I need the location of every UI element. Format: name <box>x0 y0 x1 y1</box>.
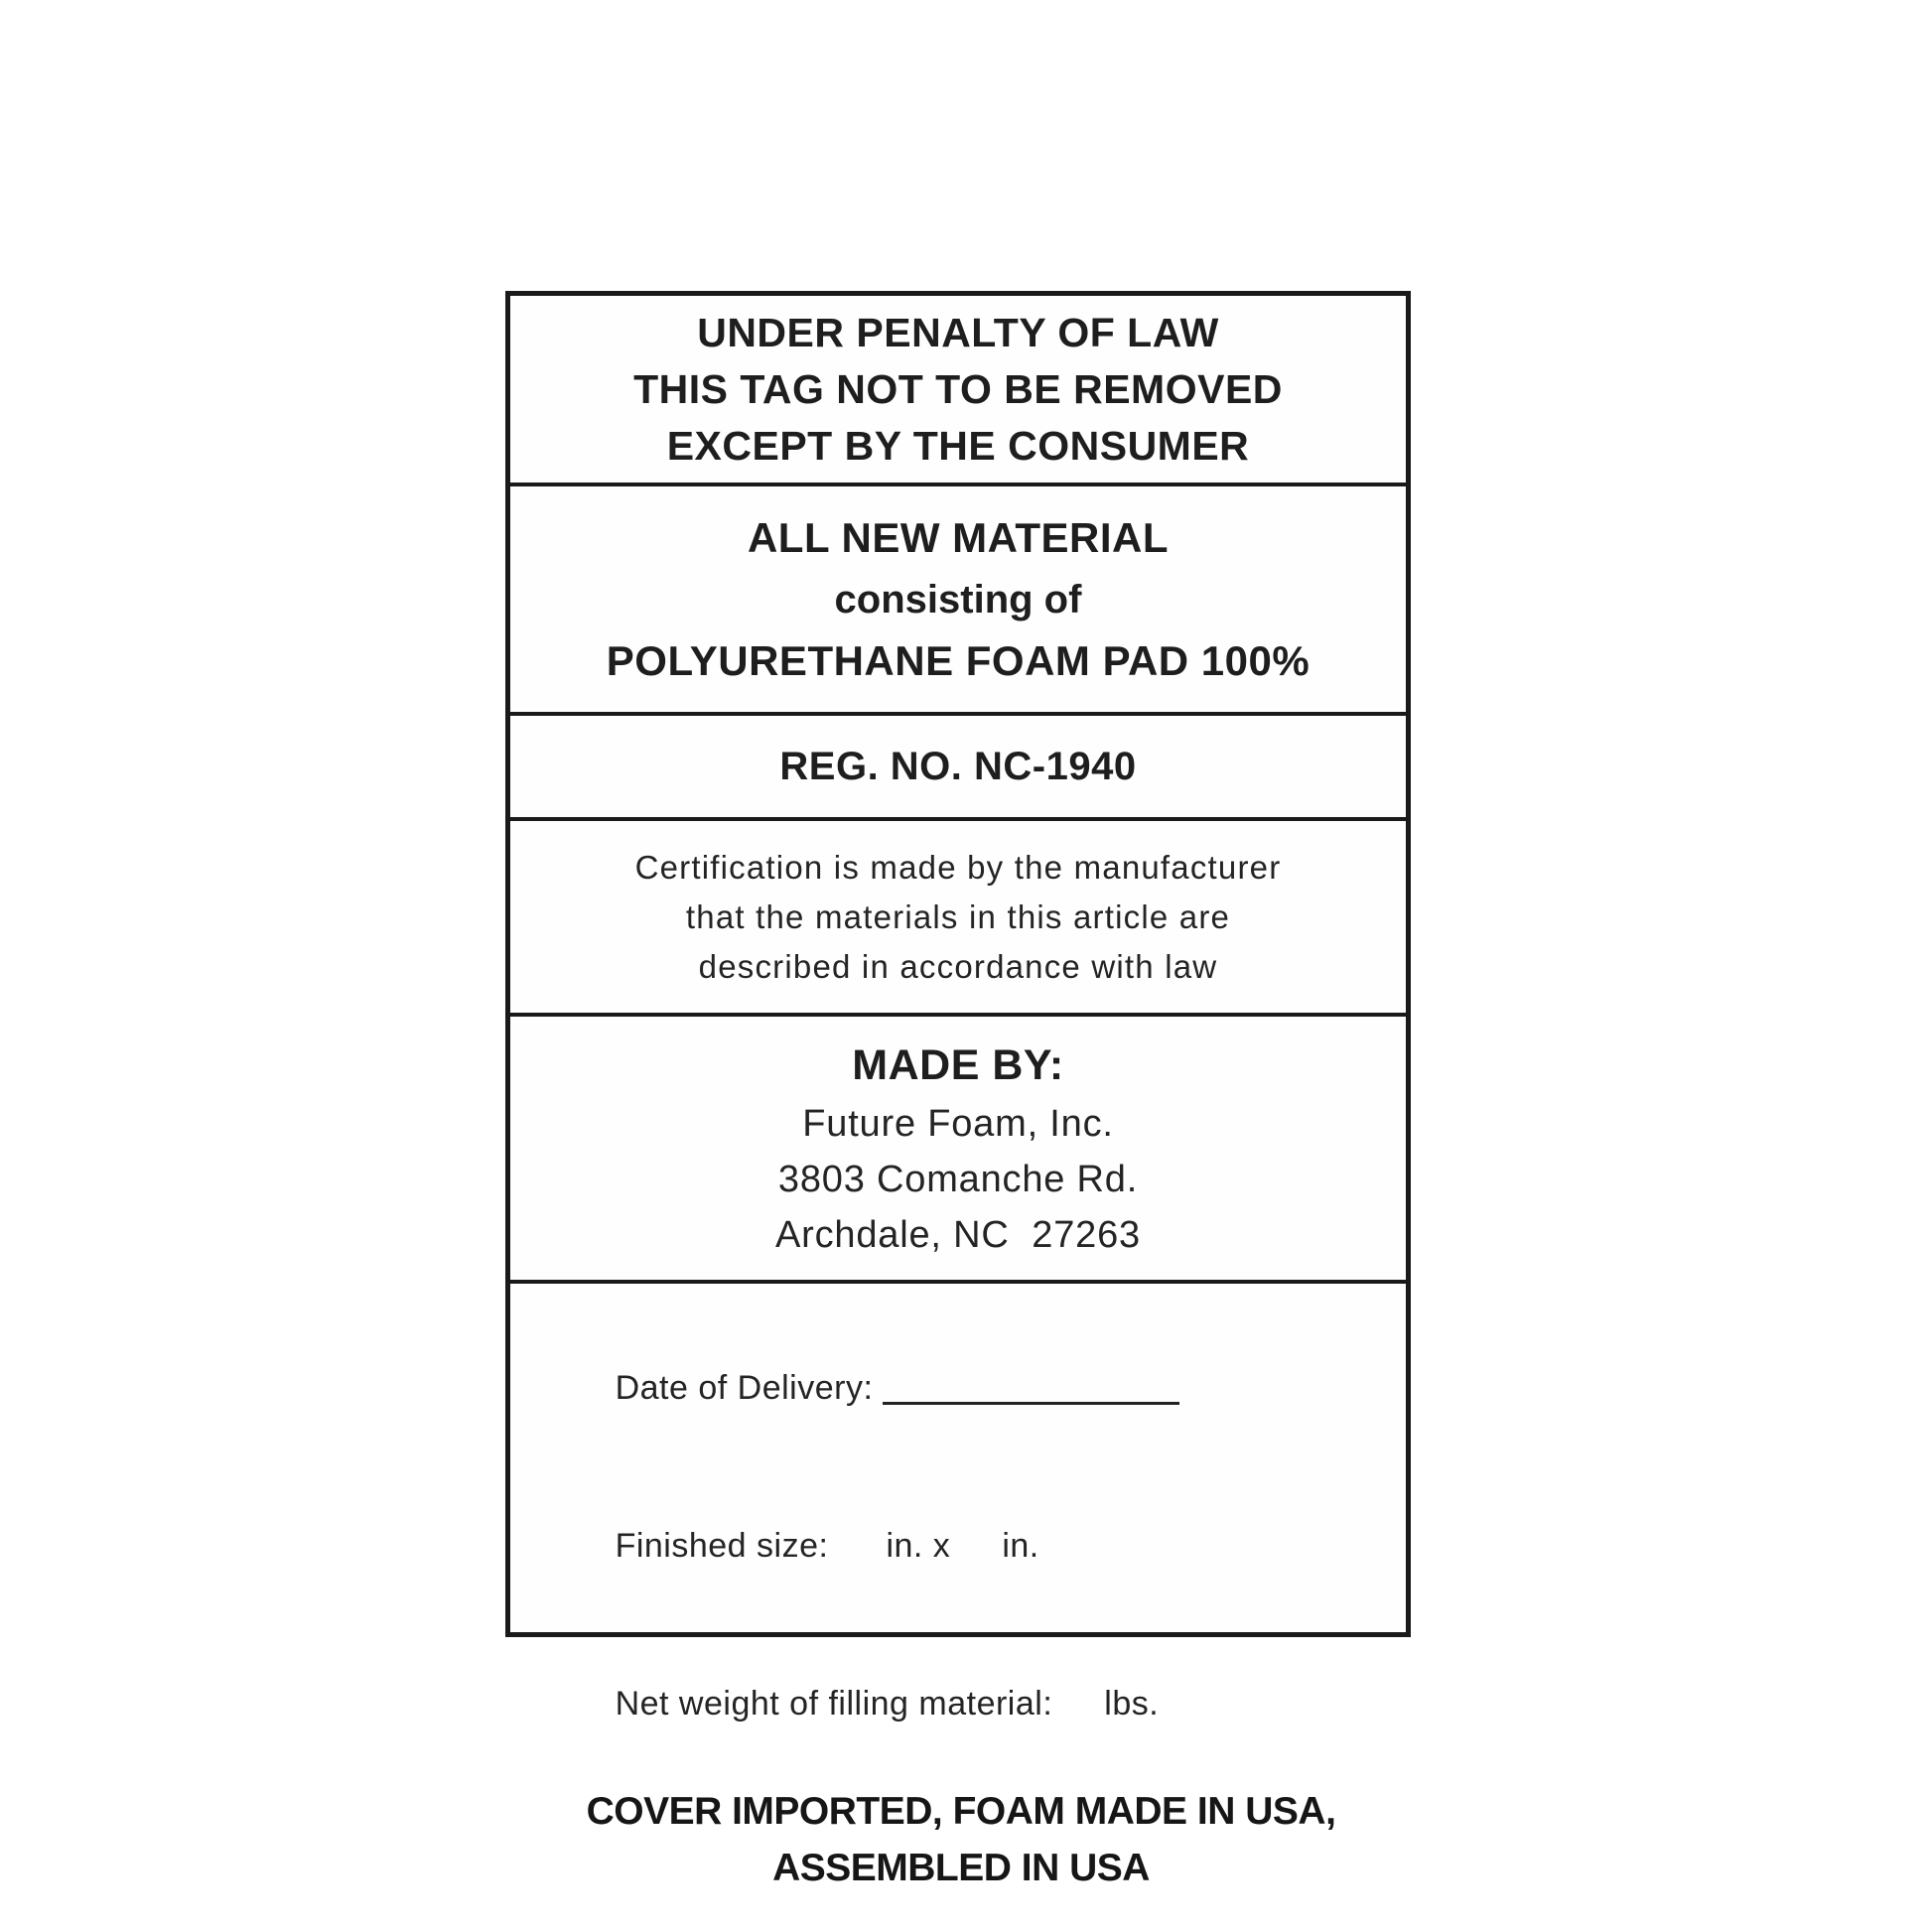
finished-size-label: Finished size: <box>615 1527 829 1565</box>
details-section <box>510 1284 1406 1914</box>
finished-size-unit: in. <box>1002 1527 1039 1565</box>
origin-statement-line: COVER IMPORTED, FOAM MADE IN USA, <box>586 1790 1336 1833</box>
material-line: consisting of <box>834 577 1082 621</box>
penalty-section <box>510 296 1406 486</box>
origin-statement <box>536 1783 1386 1904</box>
finished-size-row <box>536 1467 1386 1625</box>
material-section <box>510 486 1406 716</box>
law-label <box>505 291 1411 1889</box>
date-of-delivery-label: Date of Delivery: <box>615 1369 874 1407</box>
date-of-delivery-row <box>536 1310 1386 1467</box>
manufacturer-street: 3803 Comanche Rd. <box>777 1158 1139 1200</box>
certification-line: described in accordance with law <box>698 947 1218 985</box>
material-line: POLYURETHANE FOAM PAD 100% <box>606 636 1311 684</box>
penalty-line: UNDER PENALTY OF LAW <box>697 309 1219 355</box>
penalty-line: THIS TAG NOT TO BE REMOVED <box>633 365 1283 412</box>
finished-size-unit: in. x <box>886 1527 951 1565</box>
manufacturer-name: Future Foam, Inc. <box>802 1102 1114 1145</box>
net-weight-row <box>536 1625 1386 1783</box>
manufacturer-city: Archdale, NC 27263 <box>775 1213 1141 1256</box>
made-by-section <box>510 1017 1406 1284</box>
certification-section <box>510 821 1406 1017</box>
origin-statement-line: ASSEMBLED IN USA <box>772 1847 1150 1889</box>
certification-line: that the materials in this article are <box>685 897 1231 935</box>
material-line: ALL NEW MATERIAL <box>747 513 1170 561</box>
net-weight-label: Net weight of filling material: <box>615 1685 1053 1723</box>
net-weight-unit: lbs. <box>1104 1685 1160 1723</box>
registration-number: REG. NO. NC-1940 <box>779 744 1137 788</box>
certification-line: Certification is made by the manufacturer <box>634 848 1282 886</box>
date-of-delivery-blank-line <box>883 1402 1179 1405</box>
registration-section <box>510 716 1406 821</box>
made-by-heading: MADE BY: <box>852 1040 1064 1089</box>
penalty-line: EXCEPT BY THE CONSUMER <box>666 422 1250 469</box>
